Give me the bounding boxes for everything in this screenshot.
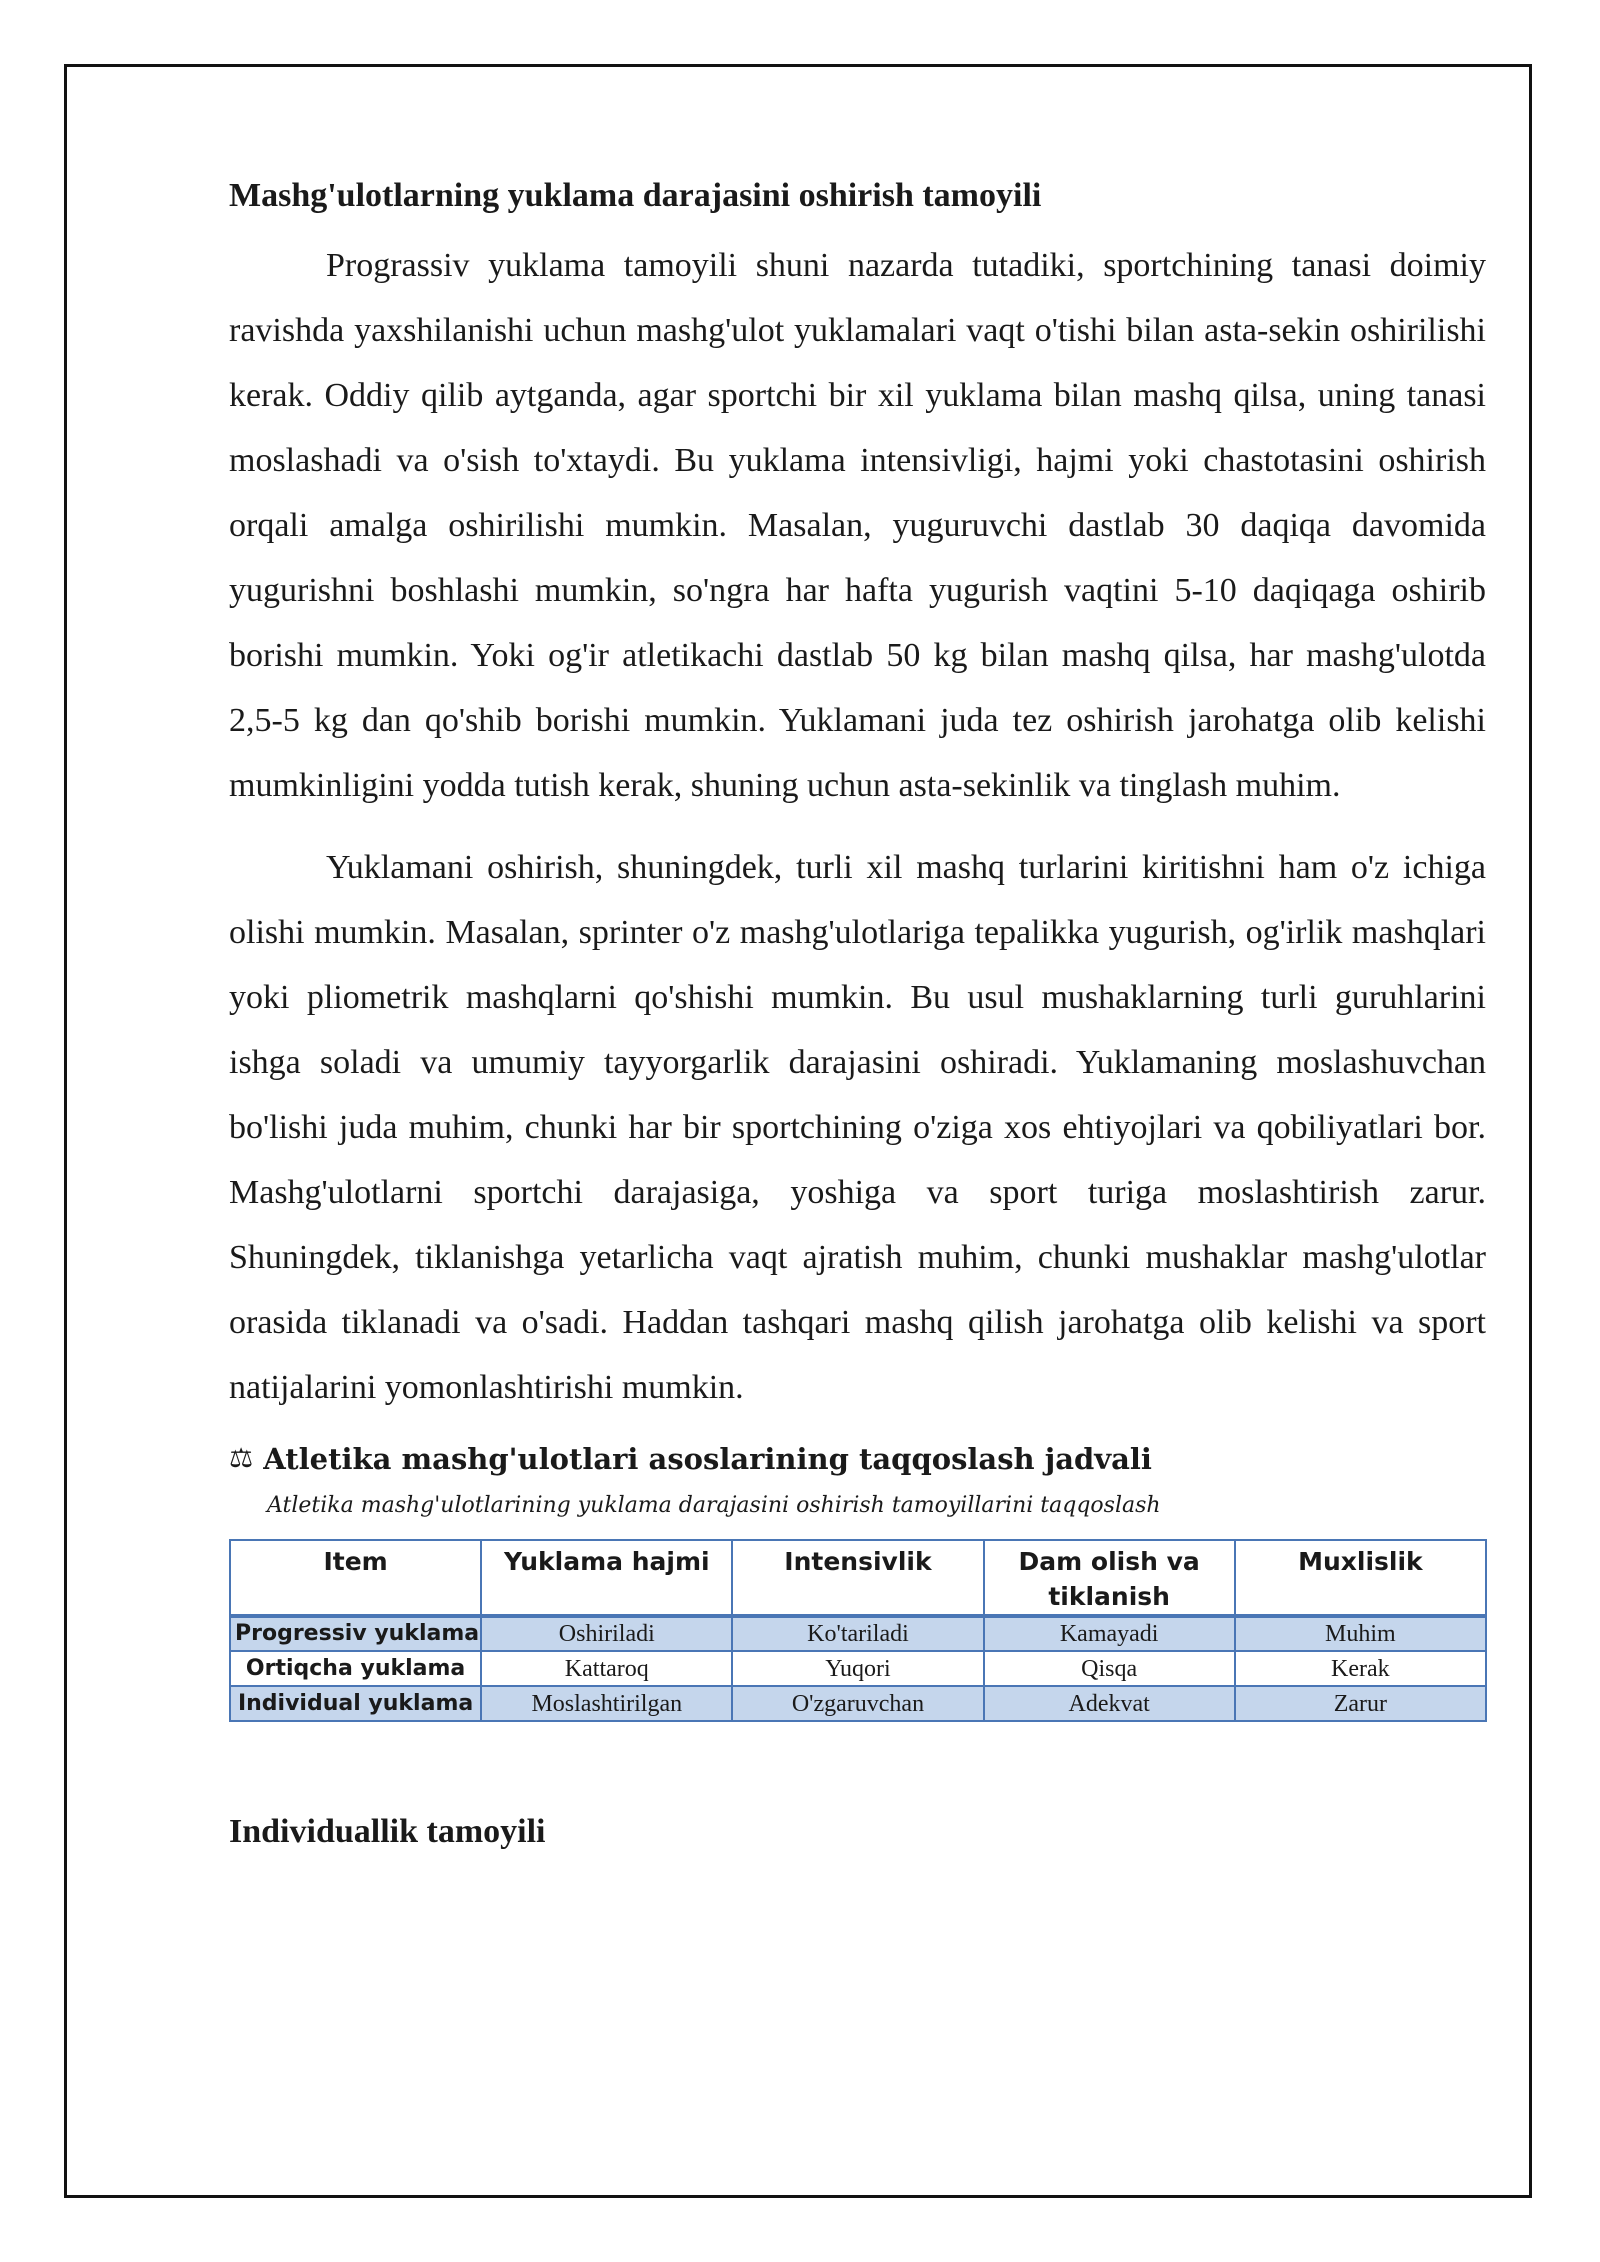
table-cell: Kamayadi bbox=[984, 1616, 1235, 1651]
table-row bbox=[230, 1616, 1486, 1651]
section-heading-individuality: Individuallik tamoyili bbox=[229, 1813, 546, 1850]
section-heading-load-progression: Mashg'ulotlarning yuklama darajasini oshirish tamoyili bbox=[229, 177, 1042, 214]
column-header-intensity: Intensivlik bbox=[732, 1540, 983, 1616]
row-header-cell: Progressiv yuklama bbox=[230, 1616, 481, 1651]
table-cell: Adekvat bbox=[984, 1686, 1235, 1721]
table-row bbox=[230, 1686, 1486, 1721]
table-cell: Moslashtirilgan bbox=[481, 1686, 732, 1721]
table-title-text: Atletika mashg'ulotlari asoslarining taqqoslash jadvali bbox=[263, 1442, 1152, 1476]
row-header-cell: Individual yuklama bbox=[230, 1686, 481, 1721]
document-content bbox=[229, 176, 1486, 1852]
table-cell: Yuqori bbox=[732, 1651, 983, 1686]
paragraph-progressive-load: Prograssiv yuklama tamoyili shuni nazarda tutadiki, sportchining tanasi doimiy ravishda yaxshilanishi uchun mashg'ulot yuklamalari vaqt o'tishi bilan asta-sekin oshirilishi kerak. Oddiy qilib aytganda, agar sportchi bir xil yuklama bilan mashq qilsa, uning tanasi moslashadi va o'sish to'xtaydi. Bu yuklama intensivligi, hajmi yoki chastotasini oshirish orqali amalga oshirilishi mumkin. Masalan, yuguruvchi dastlab 30 daqiqa davomida yugurishni boshlashi mumkin, so'ngra har hafta yugurish vaqtini 5-10 daqiqaga oshirib borishi mumkin. Yoki og'ir atletikachi dastlab 50 kg bilan mashq qilsa, har mashg'ulotda 2,5-5 kg dan qo'shib borishi mumkin. Yuklamani juda tez oshirish jarohatga olib kelishi mumkinligini yodda tutish kerak, shuning uchun asta-sekinlik va tinglash muhim. bbox=[229, 247, 1486, 804]
table-cell: Kattaroq bbox=[481, 1651, 732, 1686]
table-title bbox=[229, 1441, 1486, 1477]
table-cell: Kerak bbox=[1235, 1651, 1486, 1686]
table-row bbox=[230, 1651, 1486, 1686]
scale-balance-icon: ⚖ bbox=[229, 1443, 254, 1474]
row-header-cell: Ortiqcha yuklama bbox=[230, 1651, 481, 1686]
column-header-load-volume: Yuklama hajmi bbox=[481, 1540, 732, 1616]
table-cell: Muhim bbox=[1235, 1616, 1486, 1651]
column-header-muxlislik: Muxlislik bbox=[1235, 1540, 1486, 1616]
table-caption: Atletika mashg'ulotlarining yuklama darajasini oshirish tamoyillarini taqqoslash bbox=[267, 1493, 1161, 1518]
table-cell: Ko'tariladi bbox=[732, 1616, 983, 1651]
table-header-row bbox=[230, 1540, 1486, 1616]
paragraph-load-variation: Yuklamani oshirish, shuningdek, turli xil mashq turlarini kiritishni ham o'z ichiga olishi mumkin. Masalan, sprinter o'z mashg'ulotlariga tepalikka yugurish, og'irlik mashqlari yoki pliometrik mashqlarni qo'shishi mumkin. Bu usul mushaklarning turli guruhlarini ishga soladi va umumiy tayyorgarlik darajasini oshiradi. Yuklamaning moslashuvchan bo'lishi juda muhim, chunki har bir sportchining o'ziga xos ehtiyojlari va qobiliyatlari bor. Mashg'ulotlarni sportchi darajasiga, yoshiga va sport turiga moslashtirish zarur. Shuningdek, tiklanishga yetarlicha vaqt ajratish muhim, chunki mushaklar mashg'ulotlar orasida tiklanadi va o'sadi. Haddan tashqari mashq qilish jarohatga olib kelishi va sport natijalarini yomonlashtirishi mumkin. bbox=[229, 849, 1486, 1406]
table-cell: O'zgaruvchan bbox=[732, 1686, 983, 1721]
table-cell: Qisqa bbox=[984, 1651, 1235, 1686]
table-cell: Oshiriladi bbox=[481, 1616, 732, 1651]
table-cell: Zarur bbox=[1235, 1686, 1486, 1721]
comparison-table bbox=[229, 1539, 1487, 1722]
column-header-item: Item bbox=[230, 1540, 481, 1616]
column-header-rest-recovery: Dam olish va tiklanish bbox=[984, 1540, 1235, 1616]
